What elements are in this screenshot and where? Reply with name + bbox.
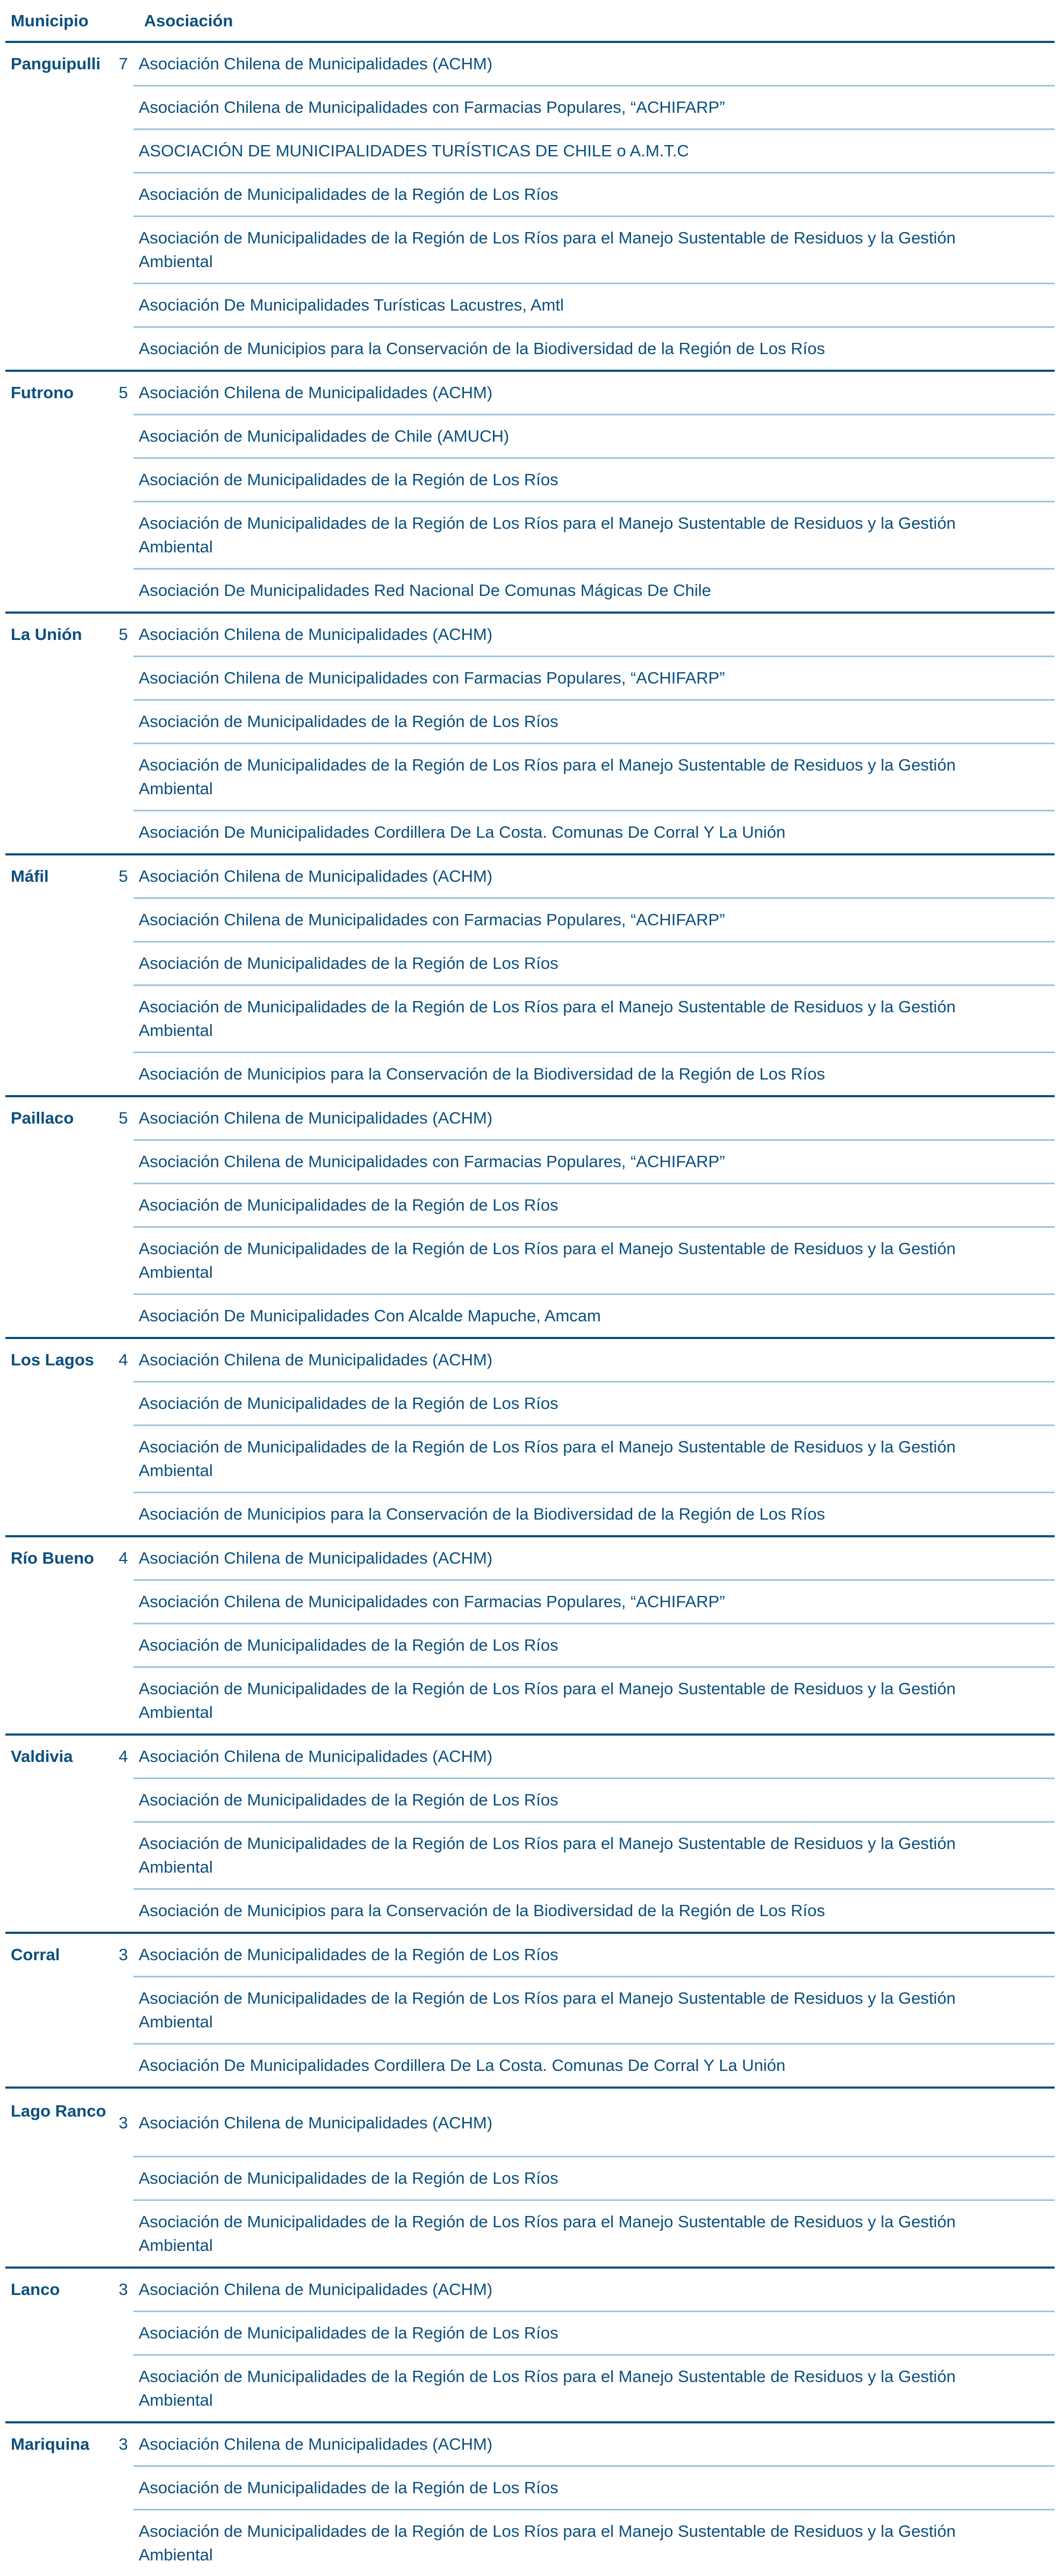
association-row: Asociación de Municipalidades de la Región de Los Ríos para el Manejo Sustentable de Residuos y la Gestión Ambiental [133,743,1055,810]
municipio-name: Los Lagos [11,1350,95,1369]
association-list [133,372,1055,611]
table-body [5,43,1055,2576]
association-count: 5 [118,1109,128,1127]
association-row: Asociación Chilena de Municipalidades (ACHM) [139,867,493,886]
association-list [133,2089,1055,2266]
association-row: Asociación De Municipalidades Con Alcalde Mapuche, Amcam [133,1293,1055,1337]
association-row: Asociación de Municipalidades de la Región de Los Ríos [133,1778,1055,1821]
municipio-group [5,2089,1055,2269]
association-row: Asociación Chilena de Municipalidades (ACHM) [139,1549,493,1567]
association-list [133,1097,1055,1337]
association-row: Asociación Chilena de Municipalidades (ACHM) [139,2113,493,2132]
association-list [133,1736,1055,1932]
municipio-name: La Unión [11,625,82,644]
association-row: Asociación De Municipalidades Turísticas Lacustres, Amtl [133,283,1055,326]
association-row: Asociación Chilena de Municipalidades (ACHM) [139,625,493,644]
municipio-group [5,43,1055,372]
association-row: Asociación Chilena de Municipalidades con Farmacias Populares, “ACHIFARP” [133,897,1055,941]
municipio-group [5,1339,1055,1537]
association-count: 4 [118,1747,128,1766]
association-count: 7 [118,54,128,73]
association-count: 5 [118,383,128,402]
municipio-group [5,2423,1055,2576]
association-list [133,1537,1055,1733]
association-row: Asociación De Municipalidades Red Nacional De Comunas Mágicas De Chile [133,568,1055,611]
municipio-name: Corral [11,1945,60,1964]
association-row: Asociación de Municipalidades de la Región de Los Ríos para el Manejo Sustentable de Residuos y la Gestión Ambiental [133,1976,1055,2043]
association-list [133,614,1055,853]
column-header-municipio[interactable]: Municipio [11,11,89,30]
association-row: Asociación de Municipios para la Conservación de la Biodiversidad de la Región de Los Ríos [133,326,1055,370]
association-row: Asociación de Municipalidades de la Región de Los Ríos [133,1381,1055,1424]
association-list [133,2269,1055,2421]
association-row: Asociación de Municipalidades de la Región de Los Ríos [133,2311,1055,2354]
municipio-group [5,1736,1055,1934]
municipio-group [5,614,1055,855]
association-count: 3 [118,2280,128,2299]
association-row: Asociación Chilena de Municipalidades con Farmacias Populares, “ACHIFARP” [133,1139,1055,1183]
association-row: Asociación de Municipalidades de la Región de Los Ríos [133,699,1055,743]
association-row: Asociación de Municipalidades de la Región de Los Ríos para el Manejo Sustentable de Residuos y la Gestión Ambiental [133,2509,1055,2576]
association-row: Asociación de Municipalidades de la Región de Los Ríos [133,2465,1055,2509]
association-row: ASOCIACIÓN DE MUNICIPALIDADES TURÍSTICAS DE CHILE o A.M.T.C [133,128,1055,172]
association-row: Asociación de Municipios para la Conservación de la Biodiversidad de la Región de Los Ríos [133,1052,1055,1095]
municipio-name: Futrono [11,383,74,402]
association-row: Asociación De Municipalidades Cordillera De La Costa. Comunas De Corral Y La Unión [133,810,1055,853]
column-header-asociacion[interactable]: Asociación [144,11,233,30]
association-row: Asociación Chilena de Municipalidades (ACHM) [139,2435,493,2453]
association-row: Asociación de Municipalidades de la Región de Los Ríos para el Manejo Sustentable de Residuos y la Gestión Ambiental [133,1666,1055,1733]
municipio-name: Máfil [11,867,49,886]
association-row: Asociación de Municipalidades de la Región de Los Ríos [133,941,1055,984]
association-count: 4 [118,1350,128,1369]
association-count: 5 [118,867,128,886]
municipio-name: Panguipulli [11,54,101,73]
association-row: Asociación de Municipalidades de la Región de Los Ríos [139,1945,558,1964]
association-row: Asociación Chilena de Municipalidades (ACHM) [139,383,493,402]
association-row: Asociación de Municipalidades de la Región de Los Ríos para el Manejo Sustentable de Residuos y la Gestión Ambiental [133,984,1055,1052]
association-count: 3 [118,1945,128,1964]
association-row: Asociación Chilena de Municipalidades con Farmacias Populares, “ACHIFARP” [133,85,1055,128]
association-row: Asociación de Municipalidades de la Región de Los Ríos para el Manejo Sustentable de Residuos y la Gestión Ambiental [133,215,1055,283]
association-row: Asociación de Municipalidades de la Región de Los Ríos para el Manejo Sustentable de Residuos y la Gestión Ambiental [133,2354,1055,2421]
association-row: Asociación Chilena de Municipalidades (ACHM) [139,1109,493,1127]
municipio-name: Mariquina [11,2435,90,2453]
municipio-group [5,855,1055,1097]
municipio-group [5,1537,1055,1736]
association-row: Asociación de Municipalidades de la Región de Los Ríos [133,2156,1055,2199]
association-row: Asociación Chilena de Municipalidades (ACHM) [139,54,493,73]
association-row: Asociación de Municipios para la Conservación de la Biodiversidad de la Región de Los Ríos [133,1888,1055,1932]
association-row: Asociación de Municipalidades de la Región de Los Ríos para el Manejo Sustentable de Residuos y la Gestión Ambiental [133,1821,1055,1888]
association-row: Asociación Chilena de Municipalidades (ACHM) [139,1747,493,1766]
municipio-name: Paillaco [11,1109,74,1127]
municipio-group [5,1097,1055,1339]
association-count: 4 [118,1549,128,1567]
association-row: Asociación de Municipalidades de Chile (AMUCH) [133,414,1055,457]
association-row: Asociación de Municipalidades de la Región de Los Ríos [133,1623,1055,1666]
association-row: Asociación Chilena de Municipalidades (ACHM) [139,1350,493,1369]
association-list [133,43,1055,370]
association-row: Asociación de Municipalidades de la Región de Los Ríos para el Manejo Sustentable de Residuos y la Gestión Ambiental [133,501,1055,568]
municipio-name: Lago Ranco [11,2102,106,2120]
association-row: Asociación de Municipalidades de la Región de Los Ríos para el Manejo Sustentable de Residuos y la Gestión Ambiental [133,1226,1055,1293]
municipio-group [5,372,1055,614]
association-list [133,1934,1055,2086]
association-list [133,1339,1055,1535]
association-row: Asociación de Municipalidades de la Región de Los Ríos para el Manejo Sustentable de Residuos y la Gestión Ambiental [133,1424,1055,1492]
municipio-group [5,2269,1055,2423]
association-row: Asociación de Municipalidades de la Región de Los Ríos [133,172,1055,215]
associations-table [5,0,1055,2576]
association-count: 5 [118,625,128,644]
table-header [5,0,1055,43]
association-row: Asociación Chilena de Municipalidades con Farmacias Populares, “ACHIFARP” [133,656,1055,699]
municipio-name: Lanco [11,2280,60,2299]
association-count: 3 [118,2113,128,2132]
municipio-name: Valdivia [11,1747,73,1766]
municipio-group [5,1934,1055,2089]
association-list [133,855,1055,1095]
association-count: 3 [118,2435,128,2453]
association-row: Asociación de Municipalidades de la Región de Los Ríos [133,1183,1055,1226]
association-row: Asociación De Municipalidades Cordillera De La Costa. Comunas De Corral Y La Unión [133,2043,1055,2086]
association-row: Asociación Chilena de Municipalidades (ACHM) [139,2280,493,2299]
association-row: Asociación de Municipalidades de la Región de Los Ríos para el Manejo Sustentable de Residuos y la Gestión Ambiental [133,2199,1055,2266]
association-list [133,2423,1055,2576]
association-row: Asociación de Municipalidades de la Región de Los Ríos [133,457,1055,501]
association-row: Asociación Chilena de Municipalidades con Farmacias Populares, “ACHIFARP” [133,1579,1055,1623]
association-row: Asociación de Municipios para la Conservación de la Biodiversidad de la Región de Los Ríos [133,1492,1055,1535]
municipio-name: Río Bueno [11,1549,94,1567]
